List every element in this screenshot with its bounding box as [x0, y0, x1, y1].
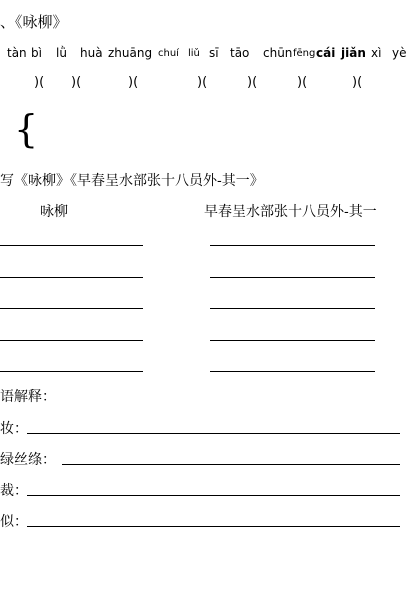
term-label: 似：: [0, 514, 28, 530]
writing-line[interactable]: [0, 308, 143, 309]
writing-line[interactable]: [210, 308, 375, 309]
pinyin-syllable: liǔ: [188, 48, 200, 59]
answer-blank[interactable]: )(: [71, 75, 82, 90]
pinyin-syllable: chūn: [263, 46, 293, 60]
answer-blank[interactable]: )(: [352, 75, 363, 90]
pinyin-syllable: tāo: [230, 46, 250, 60]
pinyin-syllable: bì: [31, 46, 42, 60]
writing-line[interactable]: [210, 245, 375, 246]
pinyin-syllable: xì: [371, 46, 382, 60]
question-1-title: 、《咏柳》: [0, 13, 68, 31]
answer-blank[interactable]: )(: [128, 75, 139, 90]
answer-line[interactable]: [62, 464, 400, 465]
answer-line[interactable]: [27, 433, 400, 434]
pinyin-syllable: yè: [392, 46, 406, 60]
writing-line[interactable]: [0, 277, 143, 278]
pinyin-syllable: tàn: [7, 46, 27, 60]
pinyin-syllable: sī: [209, 46, 219, 60]
pinyin-syllable: huà: [80, 46, 103, 60]
curly-brace: {: [14, 107, 39, 151]
pinyin-syllable: cái: [316, 46, 336, 60]
writing-line[interactable]: [210, 277, 375, 278]
answer-blank[interactable]: )(: [197, 75, 208, 90]
writing-line[interactable]: [210, 340, 375, 341]
writing-line[interactable]: [0, 371, 143, 372]
term-label: 裁：: [0, 483, 28, 499]
writing-line[interactable]: [210, 371, 375, 372]
question-2-title: 写《咏柳》《早春呈水部张十八员外-其一》: [0, 173, 264, 189]
pinyin-syllable: chuí: [158, 48, 179, 59]
poem-1-header: 咏柳: [40, 204, 68, 220]
term-label: 妆：: [0, 421, 28, 437]
term-label: 绿丝绦：: [0, 452, 56, 468]
answer-line[interactable]: [27, 526, 400, 527]
pinyin-syllable: lǜ: [56, 46, 67, 60]
writing-line[interactable]: [0, 340, 143, 341]
pinyin-syllable: jiǎn: [341, 46, 366, 60]
pinyin-syllable: fēng: [293, 48, 316, 59]
answer-blank[interactable]: )(: [247, 75, 258, 90]
poem-2-header: 早春呈水部张十八员外-其一: [204, 204, 377, 220]
question-3-title: 语解释：: [0, 389, 56, 405]
answer-blank[interactable]: )(: [297, 75, 308, 90]
answer-blank[interactable]: )(: [34, 75, 45, 90]
pinyin-syllable: zhuāng: [108, 46, 153, 60]
writing-line[interactable]: [0, 245, 143, 246]
answer-line[interactable]: [27, 495, 400, 496]
